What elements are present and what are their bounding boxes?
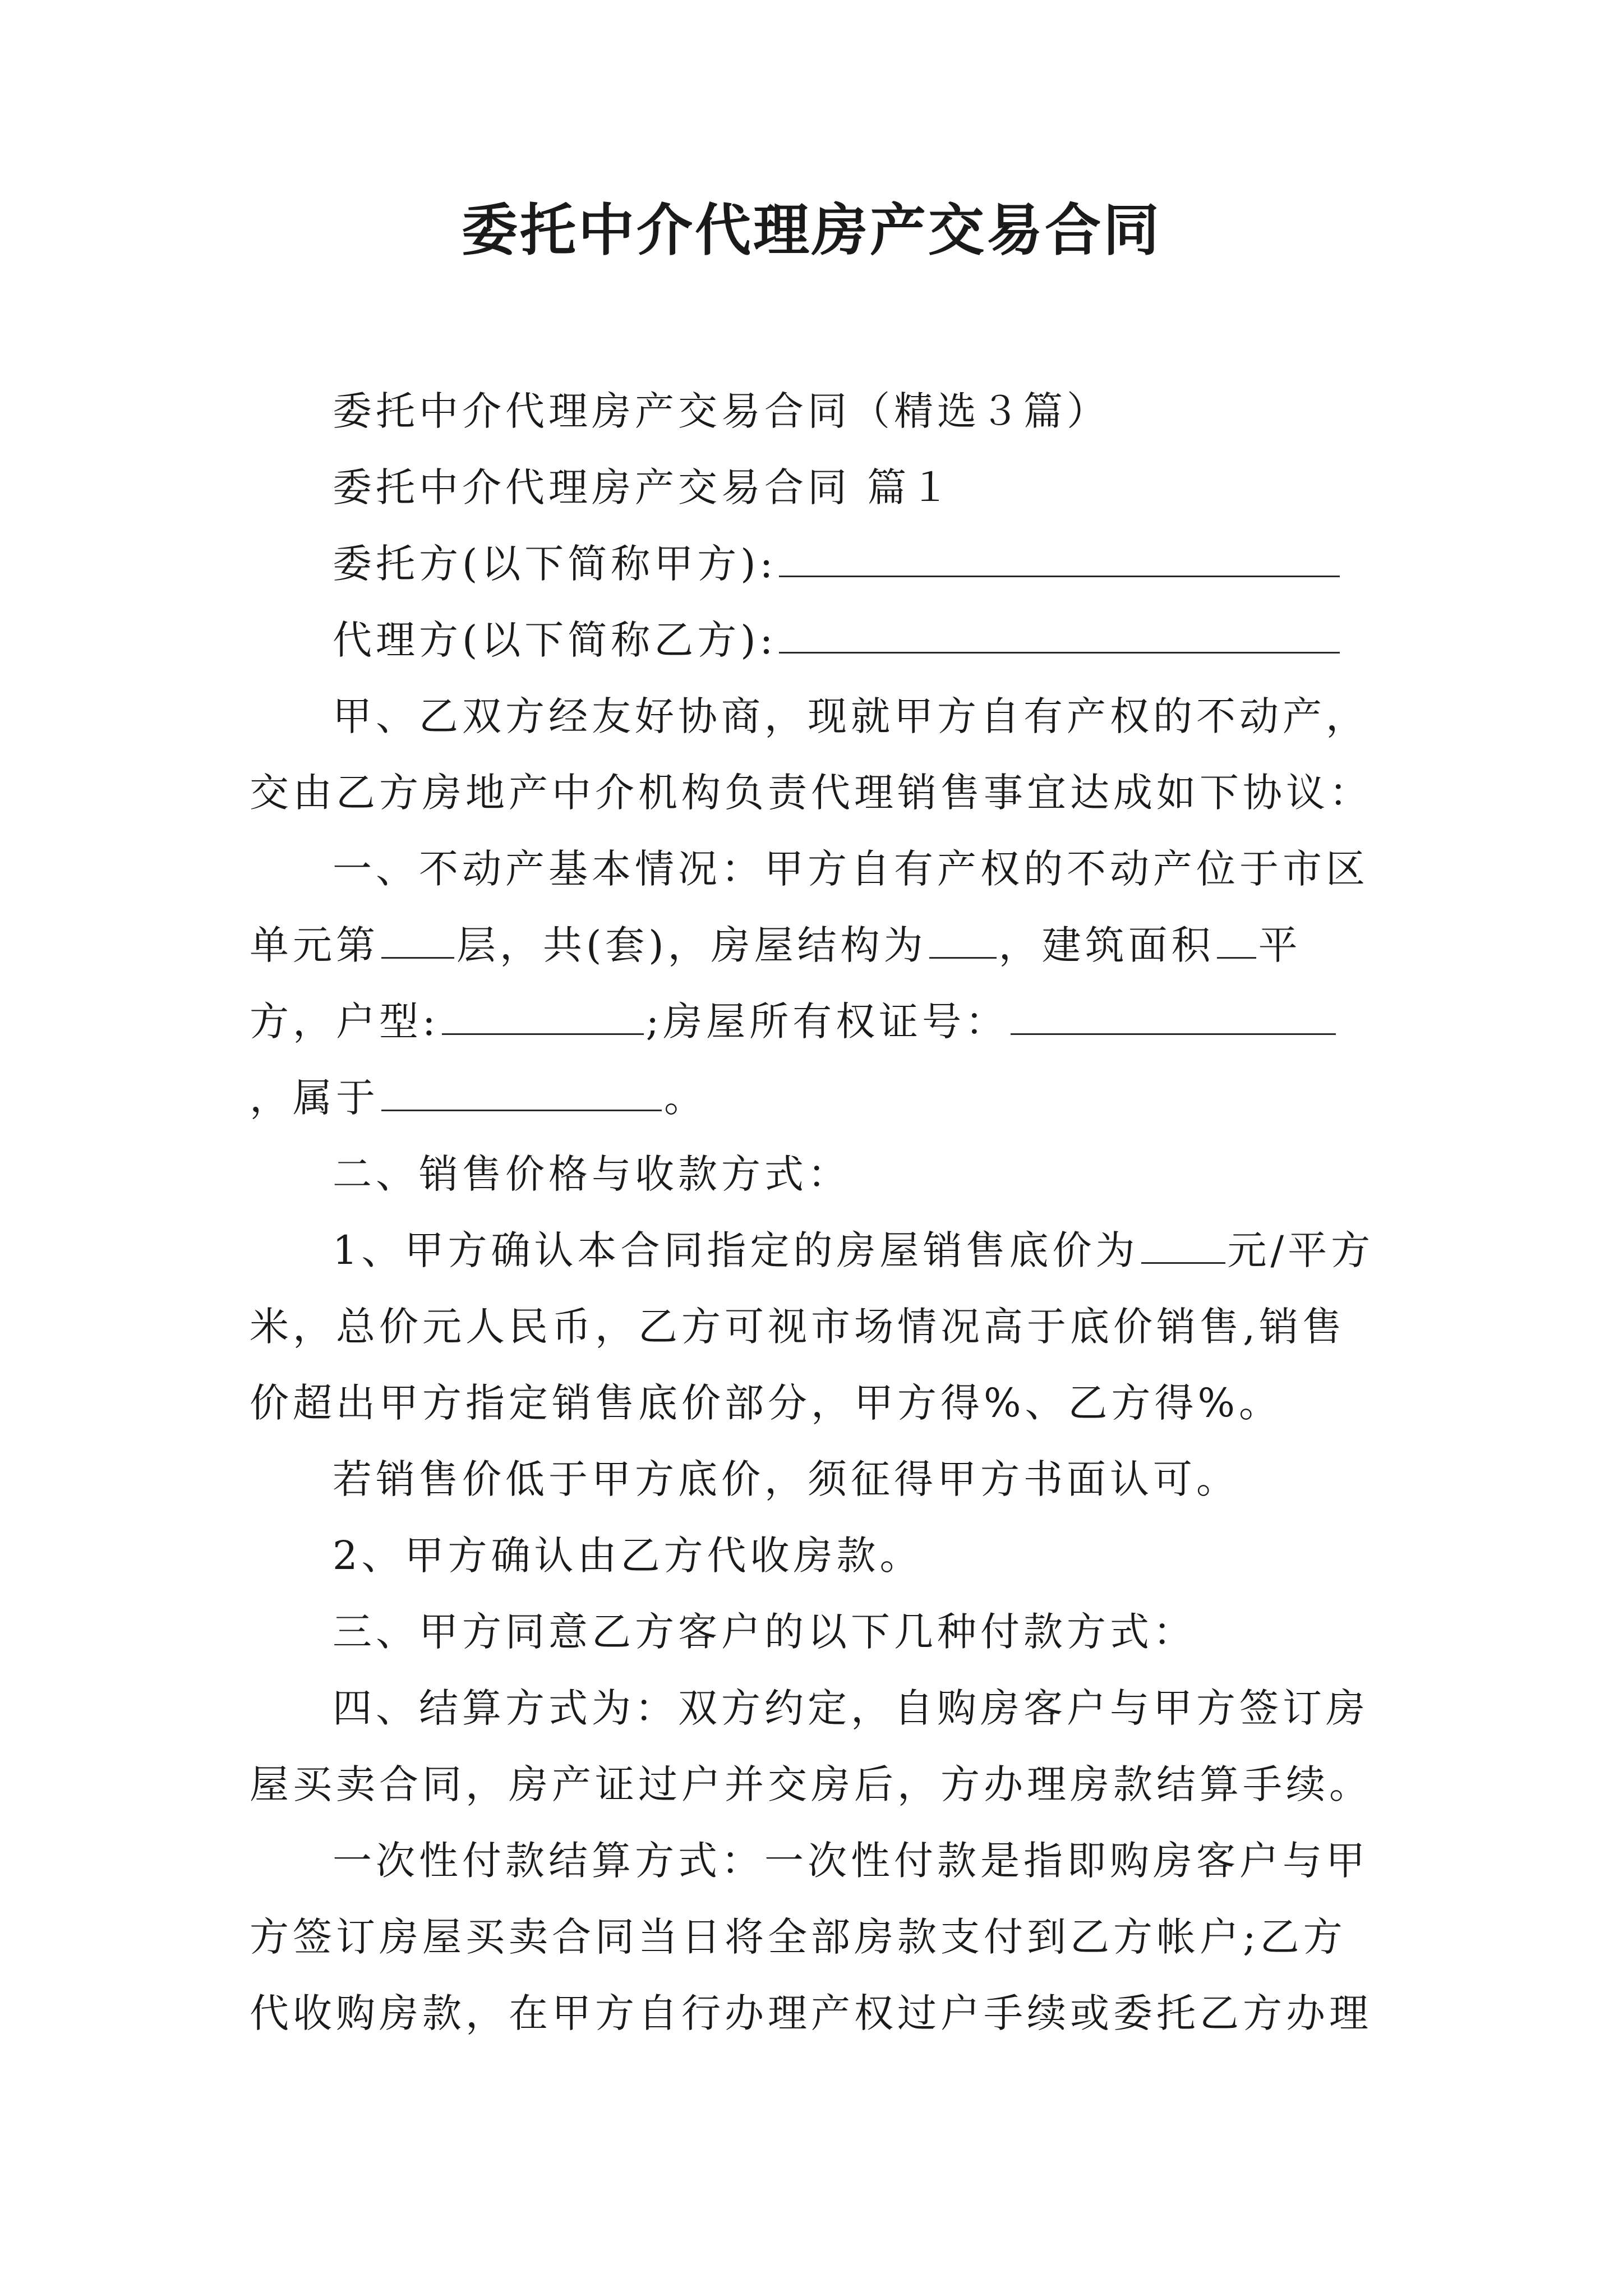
paragraph-preamble — [250, 678, 1377, 831]
paragraph-clause-2-note — [250, 1441, 1377, 1517]
paragraph-text: 一次性付款结算方式：一次性付款是指即购房客户与甲方签订房屋买卖合同当日将全部房款支付到乙方帐户;乙方代收购房款，在甲方自行办理产权过户手续或委托乙方办理 — [250, 1838, 1372, 2036]
paragraph-text: 一、不动产基本情况：甲方自有产权的不动产位于市区单元第 — [250, 846, 1369, 968]
paragraph-clause-1 — [250, 831, 1377, 1136]
paragraph-text: 。 — [664, 1075, 707, 1121]
paragraph-subtitle — [250, 373, 1377, 449]
paragraph-text: 元/平方米，总价元人民币，乙方可视市场情况高于底价销售,销售价超出甲方指定销售底价部分，甲方得%、乙方得%。 — [250, 1227, 1375, 1426]
paragraph-text: ，建筑面积 — [998, 922, 1215, 968]
paragraph-text: ;房屋所有权证号： — [645, 999, 1009, 1045]
paragraph-lump-sum — [250, 1823, 1377, 2051]
document-body — [250, 373, 1377, 2051]
paragraph-text: 四、结算方式为：双方约定，自购房客户与甲方签订房屋买卖合同，房产证过户并交房后，方办理房款结算手续。 — [250, 1685, 1372, 1807]
paragraph-text: 2、甲方确认由乙方代收房款。 — [333, 1533, 923, 1579]
blank-line-layout — [442, 999, 644, 1035]
blank-line-party-a — [779, 541, 1340, 577]
blank-line-unit-price — [1141, 1227, 1225, 1264]
blank-line-structure — [929, 922, 997, 959]
paragraph-text: 委托中介代理房产交易合同（精选３篇） — [333, 388, 1110, 434]
paragraph-text: 若销售价低于甲方底价，须征得甲方书面认可。 — [333, 1456, 1239, 1502]
blank-line-owner — [381, 1075, 662, 1111]
paragraph-clause-2-1 — [250, 1212, 1377, 1441]
paragraph-text: 1、甲方确认本合同指定的房屋销售底价为 — [333, 1227, 1139, 1273]
blank-line-party-b — [779, 617, 1340, 654]
paragraph-clause-2 — [250, 1136, 1377, 1212]
paragraph-text: 层，共(套)，房屋结构为 — [457, 922, 927, 968]
paragraph-text: ，属于 — [250, 1075, 379, 1121]
blank-line-certificate — [1011, 999, 1336, 1035]
paragraph-clause-2-2 — [250, 1517, 1377, 1594]
paragraph-clause-3 — [250, 1594, 1377, 1670]
paragraph-section-heading — [250, 449, 1377, 526]
paragraph-text: 三、甲方同意乙方客户的以下几种付款方式： — [333, 1609, 1196, 1655]
blank-line-floor — [381, 922, 454, 959]
paragraph-text: 委托方(以下简称甲方): — [333, 541, 777, 587]
paragraph-text: 委托中介代理房产交易合同 篇１ — [333, 464, 954, 510]
blank-line-area — [1217, 922, 1256, 959]
paragraph-text: 代理方(以下简称乙方): — [333, 617, 777, 663]
paragraph-party-a — [250, 526, 1377, 602]
paragraph-text: 二、销售价格与收款方式： — [333, 1151, 851, 1197]
paragraph-text: 平方，户型: — [250, 922, 1302, 1045]
paragraph-party-b — [250, 602, 1377, 678]
paragraph-clause-4 — [250, 1670, 1377, 1823]
document-title: 委托中介代理房产交易合同 — [462, 197, 1161, 263]
paragraph-text: 甲、乙双方经友好协商，现就甲方自有产权的不动产，交由乙方房地产中介机构负责代理销售事宜达成如下协议： — [250, 693, 1372, 816]
